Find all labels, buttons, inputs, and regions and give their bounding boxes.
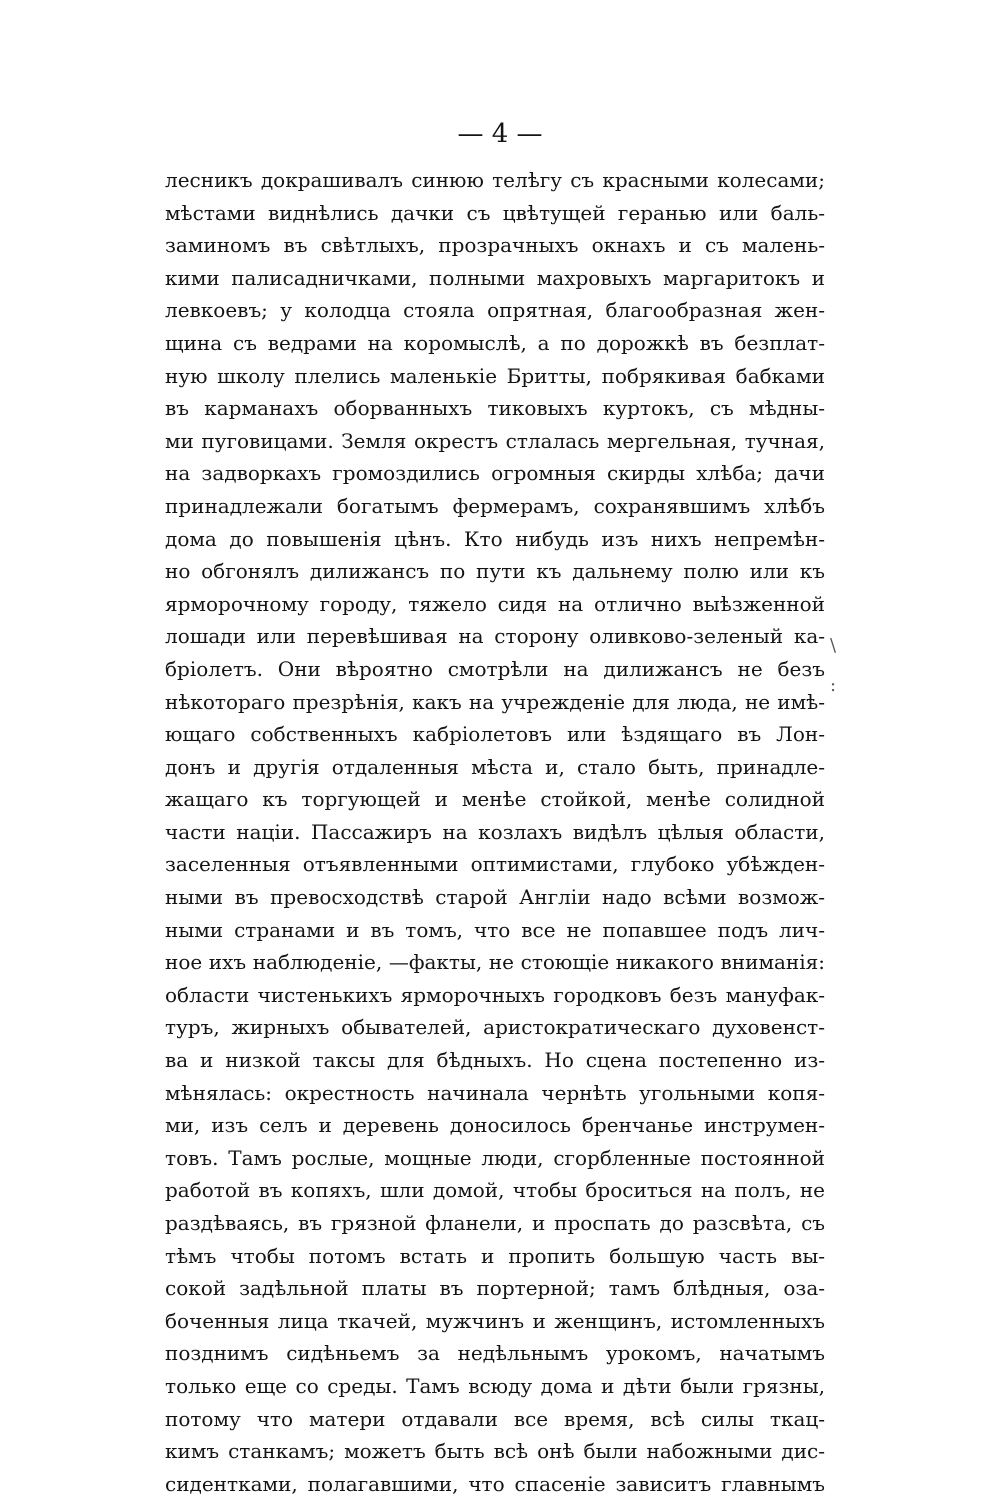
margin-mark: : (830, 675, 837, 696)
text-line: бріолетъ. Они вѣроятно смотрѣли на дилижансъ не безъ (165, 656, 825, 681)
body-text (165, 164, 825, 1500)
text-line: работой въ копяхъ, шли домой, чтобы броситься на полъ, не (165, 1178, 825, 1203)
text-line: щина съ ведрами на коромыслѣ, а по дорожкѣ въ безплат- (165, 330, 825, 355)
text-line: заминомъ въ свѣтлыхъ, прозрачныхъ окнахъ и съ малень- (165, 233, 825, 258)
margin-mark: \ (830, 635, 837, 656)
text-line: ярморочному городу, тяжело сидя на отлично выѣзженной (165, 591, 825, 616)
text-line: ми, изъ селъ и деревень доносилось бренчанье инструмен- (165, 1113, 825, 1138)
text-line: заселенныя отъявленными оптимистами, глубоко убѣжден- (165, 852, 825, 877)
text-line: ми пуговицами. Земля окрестъ стлалась мергельная, тучная, (165, 428, 825, 453)
text-line: дома до повышенія цѣнъ. Кто нибудь изъ нихъ непремѣн- (165, 526, 825, 551)
text-line: донъ и другія отдаленныя мѣста и, стало быть, принадле- (165, 754, 825, 779)
text-line: тѣмъ чтобы потомъ встать и пропить большую часть вы- (165, 1243, 825, 1268)
text-line: нѣкотораго презрѣнія, какъ на учрежденіе для люда, не имѣ- (165, 689, 825, 714)
text-line: левкоевъ; у колодца стояла опрятная, благообразная жен- (165, 298, 825, 323)
text-line: кими палисадничками, полными махровыхъ маргаритокъ и (165, 265, 825, 290)
page-number: — 4 — (457, 119, 543, 149)
text-line: области чистенькихъ ярморочныхъ городковъ безъ мануфак- (165, 982, 825, 1007)
text-line: потому что матери отдавали все время, всѣ силы ткац- (165, 1406, 825, 1431)
text-line: ва и низкой таксы для бѣдныхъ. Но сцена постепенно из- (165, 1048, 825, 1073)
text-line: части націи. Пассажиръ на козлахъ видѣлъ цѣлыя области, (165, 819, 825, 844)
text-line: мѣстами виднѣлись дачки съ цвѣтущей геранью или баль- (165, 200, 825, 225)
text-line: товъ. Тамъ рослые, мощные люди, сгорбленные постоянной (165, 1145, 825, 1170)
text-line: туръ, жирныхъ обывателей, аристократическаго духовенст- (165, 1015, 825, 1040)
text-line: ными въ превосходствѣ старой Англіи надо всѣми возмож- (165, 885, 825, 910)
text-line: позднимъ сидѣньемъ за недѣльнымъ урокомъ, начатымъ (165, 1341, 825, 1366)
text-line: принадлежали богатымъ фермерамъ, сохранявшимъ хлѣбъ (165, 493, 825, 518)
text-line: сокой задѣльной платы въ портерной; тамъ блѣдныя, оза- (165, 1276, 825, 1301)
text-line: мѣнялась: окрестность начинала чернѣть угольными копя- (165, 1080, 825, 1105)
text-line: кимъ станкамъ; можетъ быть всѣ онѣ были набожными дис- (165, 1439, 825, 1464)
text-line: только еще со среды. Тамъ всюду дома и дѣти были грязны, (165, 1373, 825, 1398)
text-line: ную школу плелись маленькіе Бритты, побрякивая бабками (165, 363, 825, 388)
text-line: въ карманахъ оборванныхъ тиковыхъ куртокъ, съ мѣдны- (165, 396, 825, 421)
text-line: раздѣваясь, въ грязной фланели, и проспать до разсвѣта, съ (165, 1211, 825, 1235)
text-line: ющаго собственныхъ кабріолетовъ или ѣздящаго въ Лон- (165, 722, 825, 747)
text-line: боченныя лица ткачей, мужчинъ и женщинъ, истомленныхъ (165, 1308, 825, 1333)
text-line: лошади или перевѣшивая на сторону оливково-зеленый ка- (165, 624, 825, 649)
text-line: ными странами и въ томъ, что все не попавшее подъ лич- (165, 917, 825, 942)
text-line: но обгонялъ дилижансъ по пути къ дальнему полю или къ (165, 559, 825, 584)
text-line: на задворкахъ громоздились огромныя скирды хлѣба; дачи (165, 461, 825, 486)
text-line: жащаго къ торгующей и менѣе стойкой, менѣе солидной (165, 787, 825, 812)
text-line: лесникъ докрашивалъ синюю телѣгу съ красными колесами; (165, 168, 825, 192)
text-line: сидентками, полагавшими, что спасеніе зависитъ главнымъ (165, 1471, 825, 1496)
text-line: ное ихъ наблюденіе, —факты, не стоющіе никакого вниманія: (165, 950, 825, 975)
